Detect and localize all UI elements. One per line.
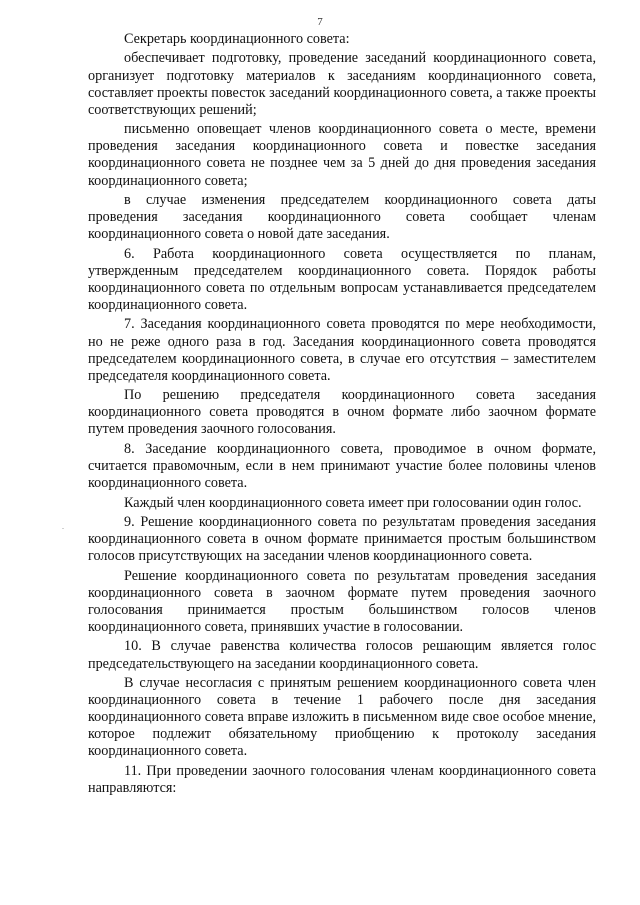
paragraph-secretary-duty-1: обеспечивает подготовку, проведение заседаний координационного совета, организует подготовку материалов к заседаниям координационного совета, составляет проекты повесток заседаний координационного совета, а также проекты соответствующих решений; [88,50,596,118]
document-body [88,31,596,797]
paragraph-item-10-dissent: В случае несогласия с принятым решением координационного совета член координационного совета в течение 1 рабочего после дня заседания координационного совета вправе изложить в письменном виде свое особое мнение, которое подлежит обязательному приобщению к протоколу заседания координационного совета. [88,675,596,760]
paragraph-item-7: 7. Заседания координационного совета проводятся по мере необходимости, но не реже одного раза в год. Заседания координационного совета проводятся председателем координационного совета, в случае его отсутствия – заместителем председателя координационного совета. [88,316,596,384]
paragraph-item-8-vote: Каждый член координационного совета имеет при голосовании один голос. [124,494,582,511]
paragraph-item-11: 11. При проведении заочного голосования членам координационного совета направляются: [88,762,596,797]
paragraph-secretary-duty-3: в случае изменения председателем координационного совета даты проведения заседания координационного совета сообщает членам координационного совета о новой дате заседания. [88,192,596,243]
paragraph-item-9: 9. Решение координационного совета по результатам проведения заседания координационного совета в очном формате принимается простым большинством голосов присутствующих на заседании членов координационного совета. [88,514,596,565]
page-number: 7 [317,16,323,28]
paragraph-item-10: 10. В случае равенства количества голосов решающим является голос председательствующего на заседании координационного совета. [88,638,596,672]
paragraph-item-8: 8. Заседание координационного совета, проводимое в очном формате, считается правомочным, если в нем принимают участие более половины членов координационного совета. [88,440,596,492]
paragraph-secretary-duty-2: письменно оповещает членов координационного совета о месте, времени проведения заседания координационного совета и повестке заседания координационного совета не позднее чем за 5 дней до дня проведения заседания координационного совета; [88,121,596,189]
paragraph-item-6: 6. Работа координационного совета осуществляется по планам, утвержденным председателем координационного совета. Порядок работы координационного совета по отдельным вопросам устанавливается председателем координационного совета. [88,245,596,313]
paragraph-secretary-heading: Секретарь координационного совета: [124,31,350,47]
paragraph-item-9-remote: Решение координационного совета по результатам проведения заседания координационного совета в заочном формате путем проведения заочного голосования принимается простым большинством голосов членов координационного совета, принявших участие в голосовании. [88,567,596,635]
margin-mark: . [62,522,64,531]
paragraph-item-7-format: По решению председателя координационного совета заседания координационного совета проводятся в очном формате либо заочном формате путем проведения заочного голосования. [88,387,596,438]
